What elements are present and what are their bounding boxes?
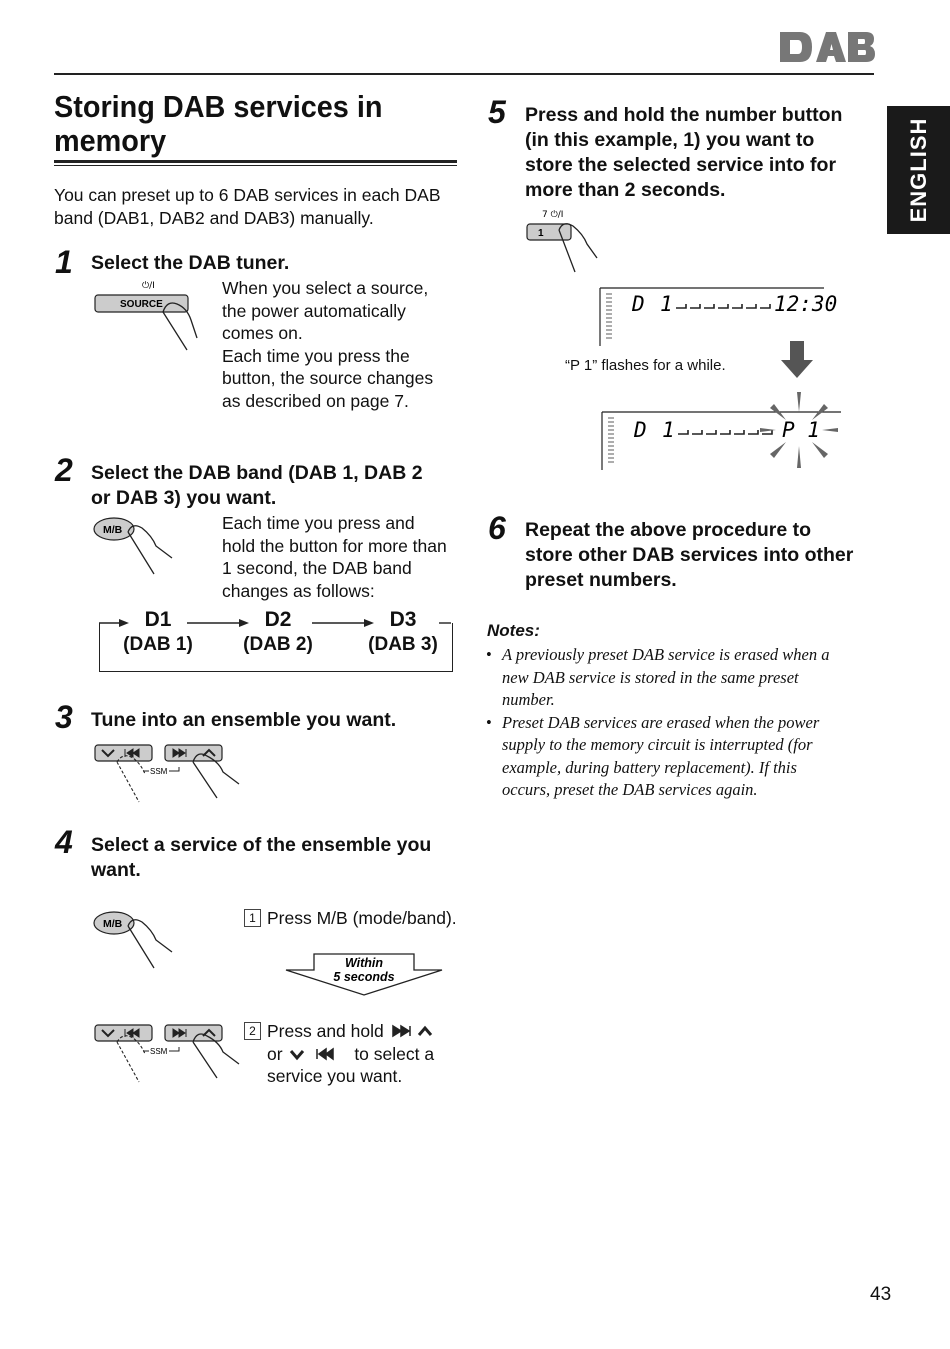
mb-button-label: M/B xyxy=(103,524,123,536)
band-d3: D3 (DAB 3) xyxy=(368,608,438,655)
within-label: Within xyxy=(344,956,384,970)
finger-icon xyxy=(128,526,172,574)
lcd-display-1 xyxy=(598,284,838,348)
ssm-label: SSM xyxy=(150,1047,168,1056)
language-tab-label: ENGLISH xyxy=(906,117,931,223)
step-4-sub1: 1 Press M/B (mode/band). xyxy=(244,907,474,930)
preset-button-illustration xyxy=(525,208,605,278)
source-button-illustration xyxy=(93,280,223,355)
next-up-icons xyxy=(393,1024,435,1038)
note-item: • A previously preset DAB service is erased when a new DAB service is stored in the same preset number. xyxy=(486,645,830,709)
display1-band-num: 1 xyxy=(660,292,673,316)
step-5-number: 5 xyxy=(488,94,506,130)
finger-icon xyxy=(128,920,172,968)
lcd-display-2 xyxy=(600,390,845,472)
language-tab xyxy=(887,106,950,234)
preset-button-label: 1 xyxy=(538,228,544,239)
finger-dashed-icon xyxy=(117,1036,145,1082)
tune-buttons-illustration xyxy=(93,742,243,804)
step-2-title: Select the DAB band (DAB 1, DAB 2 or DAB 3) you want. xyxy=(91,462,423,509)
step-1-number: 1 xyxy=(55,244,73,280)
down-prev-button xyxy=(95,745,152,761)
header-rule xyxy=(54,73,874,75)
display1-time: 12:30 xyxy=(774,292,838,316)
ssm-label: SSM xyxy=(150,767,168,776)
step-3-number: 3 xyxy=(55,699,73,735)
note-item: • Preset DAB services are erased when the power supply to the memory circuit is interrupted (for example, during battery replacement). If this occurs, preset the DAB services again. xyxy=(486,712,820,799)
page-title: Storing DAB services in memory xyxy=(54,89,383,158)
step-5-title: Press and hold the number button (in this example, 1) you want to store the selected service into for more than 2 seconds. xyxy=(525,104,843,201)
step-3-title: Tune into an ensemble you want. xyxy=(91,709,397,731)
flash-caption: “P 1” flashes for a while. xyxy=(565,357,726,374)
mb-button-illustration-2 xyxy=(92,908,182,973)
dab-logo xyxy=(778,28,876,66)
step-4-sub2: 2 Press and hold or to select a service you want. xyxy=(244,1020,474,1088)
preset-top-label: 7 ⏻/I xyxy=(542,210,564,220)
within-arrow xyxy=(286,953,444,997)
intro-text: You can preset up to 6 DAB services in each DAB band (DAB1, DAB2 and DAB3) manually. xyxy=(54,185,441,228)
arrow-down-icon xyxy=(780,340,814,380)
display1-band: D xyxy=(632,292,645,316)
display2-band: D xyxy=(634,418,647,442)
display2-preset: P 1 xyxy=(782,418,820,442)
step-2-text: Each time you press and hold the button for more than 1 second, the DAB band changes as follows: xyxy=(222,513,447,601)
source-button-label: SOURCE xyxy=(120,299,163,310)
display2-band-num: 1 xyxy=(662,418,675,442)
step-1-text: When you select a source, the power automatically comes on. Each time you press the button, the source changes as described on page 7. xyxy=(222,278,434,411)
title-rule-thin xyxy=(54,165,457,166)
mb-button-label: M/B xyxy=(103,918,123,930)
mb-button-illustration xyxy=(92,514,182,579)
notes-title: Notes: xyxy=(487,621,540,640)
step-1-title: Select the DAB tuner. xyxy=(91,252,290,274)
step-6-title: Repeat the above procedure to store other DAB services into other preset numbers. xyxy=(525,519,854,591)
display1-segments xyxy=(676,304,770,308)
notes-list xyxy=(486,644,876,802)
preset-button-shape xyxy=(527,224,571,240)
within-seconds-label: 5 seconds xyxy=(333,970,395,984)
down-prev-button xyxy=(95,1025,152,1041)
page-number: 43 xyxy=(870,1284,892,1305)
finger-dashed-icon xyxy=(117,756,145,802)
step-4-title: Select a service of the ensemble you want. xyxy=(91,834,432,881)
power-symbol-label: ⏻/I xyxy=(142,281,155,291)
down-prev-icons xyxy=(289,1047,347,1061)
step-2-number: 2 xyxy=(55,452,73,488)
band-d2: D2 (DAB 2) xyxy=(243,608,313,655)
display2-segments xyxy=(678,430,772,434)
step-4-number: 4 xyxy=(55,824,73,860)
step-6-number: 6 xyxy=(488,510,506,546)
tune-buttons-illustration-2 xyxy=(93,1022,243,1084)
band-d1: D1 (DAB 1) xyxy=(123,608,193,655)
title-rule xyxy=(54,160,457,163)
